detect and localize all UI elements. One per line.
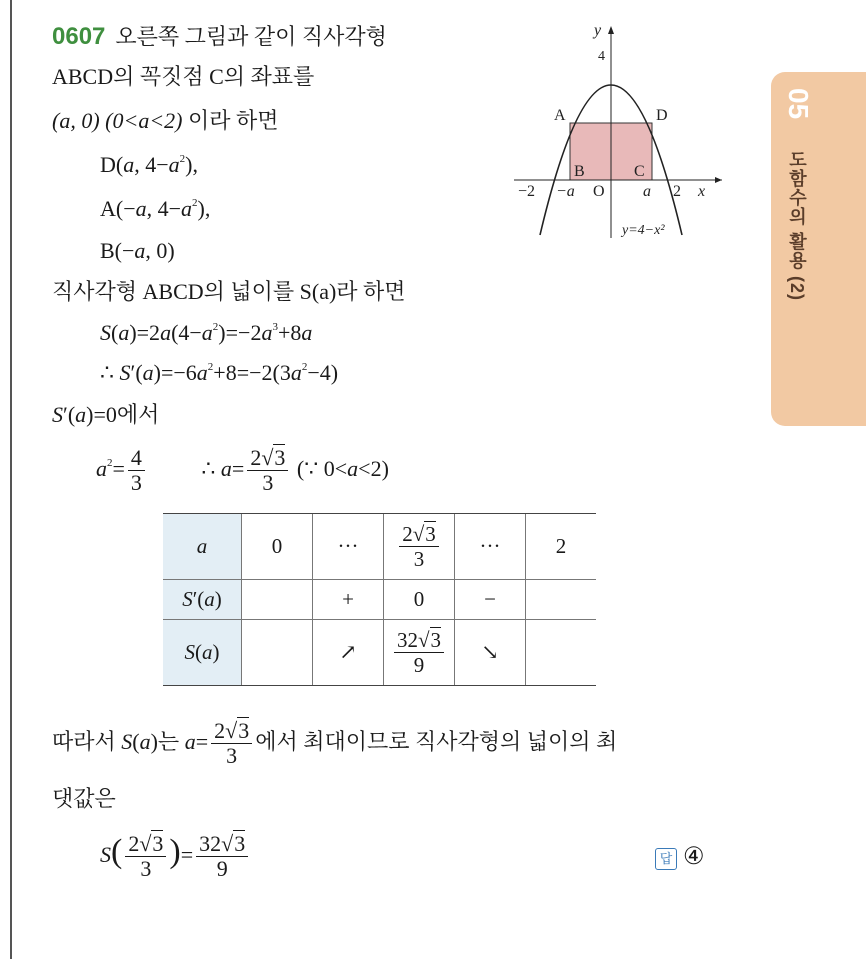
x-axis-arrow [715,177,722,183]
final-value: S( $\frac{2√3}{3}$ )= $\frac{32√3}{9}$ [100,828,251,881]
left-margin-rule [10,0,12,959]
answer-icon: 답 [655,848,677,870]
label-2: 2 [673,183,681,200]
point-D: D(a, $4-a^2$), [100,152,198,177]
problem-line-1: 오른쪽 그림과 같이 직사각형 [115,24,387,49]
label-neg2: −2 [518,183,536,200]
label-O: O [593,183,605,200]
table-header-function: S(a) [163,620,242,686]
table-header-a: a [163,514,242,580]
area-equation: $S(a)=2a(4-a^2)=-2a^3+8a$ [100,320,313,345]
label-D: D [656,107,668,124]
table-header-derivative: S′(a) [163,580,242,620]
chapter-number: 05 [783,88,814,120]
curve-equation-label: y=4−x² [622,223,665,238]
x-axis-label: x [698,183,706,200]
increasing-arrow: ↗ [313,620,384,686]
label-4: 4 [598,49,605,64]
label-A: A [554,107,566,124]
problem-number: 0607 [52,23,106,50]
chapter-title: 도함수의 활용 (2) [787,150,807,302]
derivative-equation: ∴ $S'(a)=-6a^2+8=-2(3a^2-4)$ [100,360,339,385]
sign-table: a 0 ··· $\frac{2√3}{3}$ ··· 2 S′(a) + 0 − S(a) ↗ $\frac{32√3}{9}$ ↘ [163,513,596,686]
point-B: B(−a, 0) [100,238,175,263]
conclusion-line-1: 따라서 S(a)는 a= $\frac{2√3}{3}$ 에서 최대이므로 직사각형의 넓이의 최 [52,718,618,769]
label-C: C [634,163,645,180]
area-definition: 직사각형 ABCD의 넓이를 S(a)라 하면 [52,279,406,304]
problem-header [52,22,387,52]
critical-point-condition: S′(a)=0에서 [52,402,160,427]
conclusion-line-2: 댓값은 [52,786,116,811]
point-A: A(−a, $4-a^2$), [100,196,211,221]
label-neg-a: −a [556,183,575,200]
decreasing-arrow: ↘ [455,620,526,686]
answer-value: ④ [683,844,705,870]
problem-line-2: ABCD의 꼭짓점 C의 좌표를 [52,64,315,89]
y-axis-label: y [594,22,602,39]
label-a: a [643,183,651,200]
label-B: B [574,163,585,180]
parabola-graph [510,20,730,245]
problem-line-3: (a, 0) (0<a<2) 이라 하면 [52,108,279,133]
critical-point-solution: $a^2=$ $\frac{4}{3}$ ∴ a= $\frac{2√3}{3}$ (∵ 0<a<2) [96,445,389,496]
y-axis-arrow [608,26,614,34]
